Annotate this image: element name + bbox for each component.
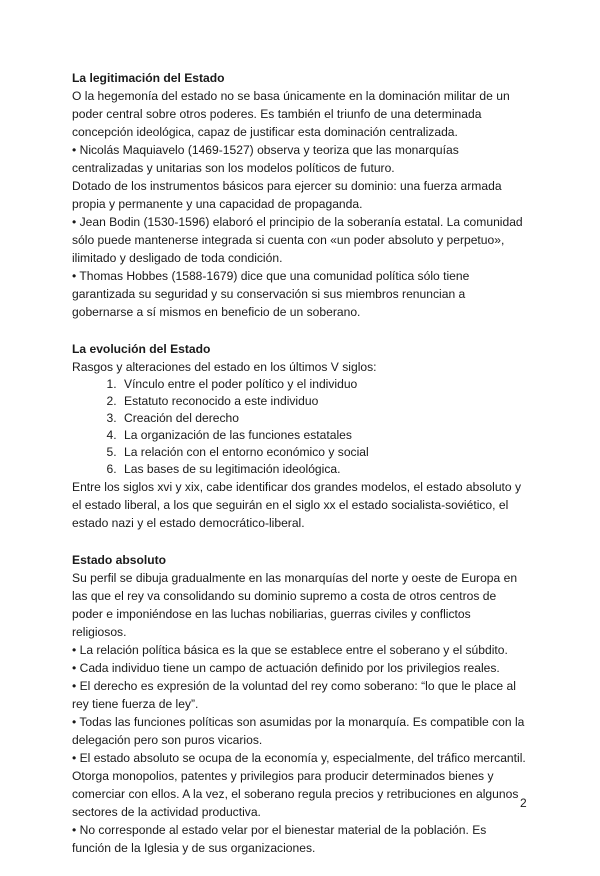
list-item: 1. Vínculo entre el poder político y el individuo	[120, 376, 528, 393]
document-page	[72, 69, 528, 876]
section-legitimacion	[72, 69, 528, 321]
bullet-paragraph: • Cada individuo tiene un campo de actuación definido por los privilegios reales.	[72, 661, 500, 675]
paragraph: O la hegemonía del estado no se basa únicamente en la dominación militar de un poder central sobre otros poderes. Es también el triunfo de una determinada concepción ideológica, capaz de justificar esta dominación centralizada.	[72, 89, 510, 139]
section-estado-absoluto	[72, 551, 528, 857]
list-item: 5. La relación con el entorno económico y social	[120, 444, 528, 461]
paragraph: Entre los siglos xvi y xix, cabe identificar dos grandes modelos, el estado absoluto y el estado liberal, a los que seguirán en el siglo xx el estado socialista-soviético, el estado nazi y el estado democrático-liberal.	[72, 480, 522, 530]
paragraph: Su perfil se dibuja gradualmente en las monarquías del norte y oeste de Europa en las que el rey va consolidando su dominio supremo a costa de otros centros de poder e imponiéndose en las luchas nobiliarias, guerras civiles y conflictos religiosos.	[72, 571, 518, 639]
list-item: 3. Creación del derecho	[120, 410, 528, 427]
list-item: 4. La organización de las funciones estatales	[120, 427, 528, 444]
section-heading: La legitimación del Estado	[72, 71, 225, 85]
list-item: 2. Estatuto reconocido a este individuo	[120, 393, 528, 410]
bullet-paragraph: • El estado absoluto se ocupa de la economía y, especialmente, del tráfico mercantil. Otorga monopolios, patentes y privilegios para producir determinados bienes y comerciar con ellos. A la vez, el soberano regula precios y retribuciones en algunos sectores de la actividad productiva.	[72, 751, 526, 819]
bullet-paragraph: • Todas las funciones políticas son asumidas por la monarquía. Es compatible con la delegación pero son puros vicarios.	[72, 715, 525, 747]
bullet-paragraph: • Thomas Hobbes (1588-1679) dice que una comunidad política sólo tiene garantizada su seguridad y su conservación si sus miembros renuncian a gobernarse a sí mismos en beneficio de un soberano.	[72, 269, 470, 319]
bullet-paragraph: • La relación política básica es la que se establece entre el soberano y el súbdito.	[72, 643, 508, 657]
bullet-paragraph: • No corresponde al estado velar por el bienestar material de la población. Es función de la Iglesia y de sus organizaciones.	[72, 823, 487, 855]
section-heading: Estado absoluto	[72, 553, 167, 567]
numbered-list	[72, 376, 528, 478]
list-item: 6. Las bases de su legitimación ideológica.	[120, 461, 528, 478]
paragraph: Rasgos y alteraciones del estado en los últimos V siglos:	[72, 360, 377, 374]
paragraph: Dotado de los instrumentos básicos para ejercer su dominio: una fuerza armada propia y permanente y una capacidad de propaganda.	[72, 179, 502, 211]
bullet-paragraph: • Nicolás Maquiavelo (1469-1527) observa y teoriza que las monarquías centralizadas y unitarias son los modelos políticos de futuro.	[72, 143, 459, 175]
section-evolucion	[72, 340, 528, 532]
page-number: 2	[520, 796, 527, 810]
bullet-paragraph: • El derecho es expresión de la voluntad del rey como soberano: “lo que le place al rey tiene fuerza de ley”.	[72, 679, 516, 711]
bullet-paragraph: • Jean Bodin (1530-1596) elaboró el principio de la soberanía estatal. La comunidad sólo puede mantenerse integrada si cuenta con «un poder absoluto y perpetuo», ilimitado y desligado de toda condición.	[72, 215, 523, 265]
section-heading: La evolución del Estado	[72, 342, 211, 356]
